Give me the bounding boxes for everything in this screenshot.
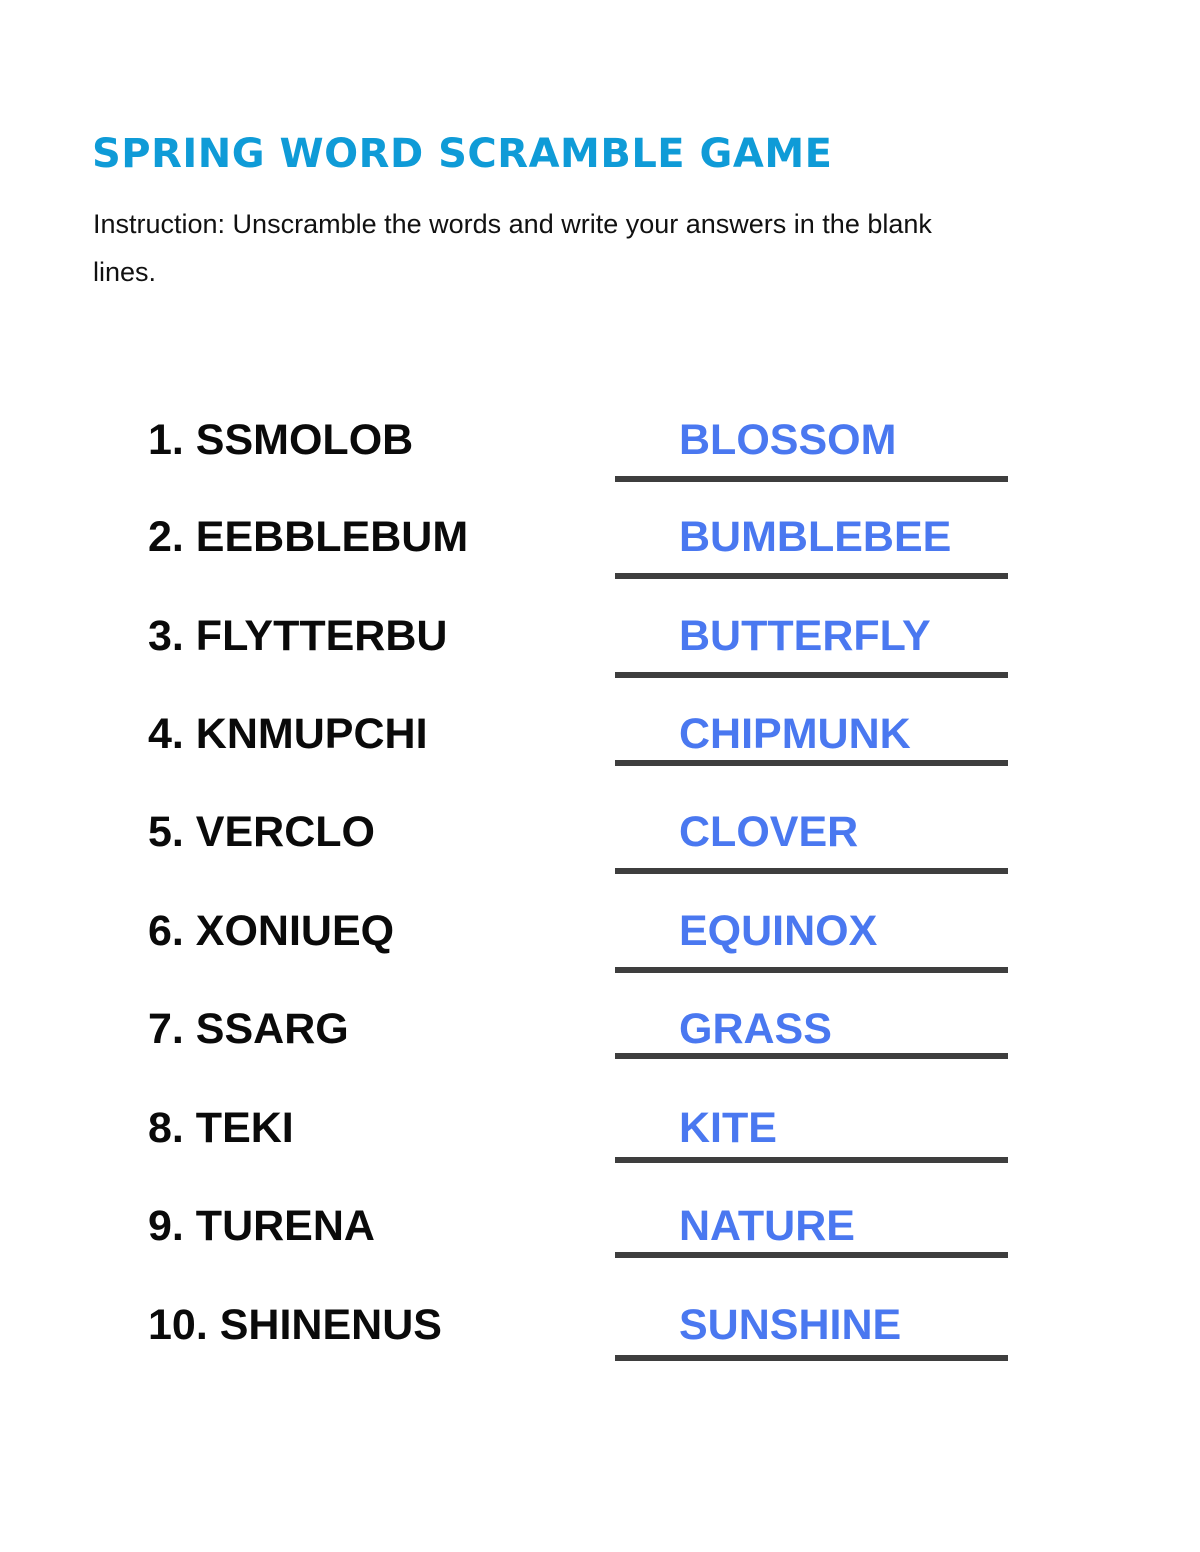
instruction-text: Instruction: Unscramble the words and write your answers in the blank lines.: [93, 209, 932, 287]
answer-text: NATURE: [679, 1202, 855, 1250]
scrambled-word: 10. SHINENUS: [148, 1301, 442, 1349]
answer-text: CHIPMUNK: [679, 710, 911, 758]
scrambled-word: 9. TURENA: [148, 1202, 375, 1250]
answer-text: BUMBLEBEE: [679, 513, 952, 561]
word-row: [0, 596, 1200, 694]
answer-text: CLOVER: [679, 808, 859, 856]
word-row: [0, 792, 1200, 890]
word-row: [0, 891, 1200, 989]
word-row: [0, 497, 1200, 595]
page-title: SPRING WORD SCRAMBLE GAME: [92, 131, 833, 177]
scrambled-word: 7. SSARG: [148, 1005, 349, 1053]
answer-blank-line: [615, 476, 1008, 482]
scrambled-word: 3. FLYTTERBU: [148, 612, 448, 660]
answer-text: SUNSHINE: [679, 1301, 902, 1349]
scrambled-word: 6. XONIUEQ: [148, 907, 395, 955]
answer-blank-line: [615, 1053, 1008, 1059]
scrambled-word: 2. EEBBLEBUM: [148, 513, 469, 561]
scrambled-word: 1. SSMOLOB: [148, 416, 414, 464]
word-row: [0, 1088, 1200, 1186]
scrambled-word: 5. VERCLO: [148, 808, 375, 856]
answer-text: GRASS: [679, 1005, 832, 1053]
answer-blank-line: [615, 868, 1008, 874]
answer-blank-line: [615, 1157, 1008, 1163]
word-row: [0, 694, 1200, 792]
answer-blank-line: [615, 672, 1008, 678]
answer-text: BLOSSOM: [679, 416, 897, 464]
answer-blank-line: [615, 967, 1008, 973]
word-row: [0, 1186, 1200, 1284]
answer-blank-line: [615, 760, 1008, 766]
answer-text: BUTTERFLY: [679, 612, 931, 660]
answer-blank-line: [615, 573, 1008, 579]
word-row: [0, 1285, 1200, 1383]
word-row: [0, 400, 1200, 498]
answer-blank-line: [615, 1355, 1008, 1361]
answer-text: KITE: [679, 1104, 777, 1152]
scrambled-word: 4. KNMUPCHI: [148, 710, 428, 758]
answer-blank-line: [615, 1252, 1008, 1258]
answer-text: EQUINOX: [679, 907, 878, 955]
word-row: [0, 989, 1200, 1087]
scrambled-word: 8. TEKI: [148, 1104, 294, 1152]
